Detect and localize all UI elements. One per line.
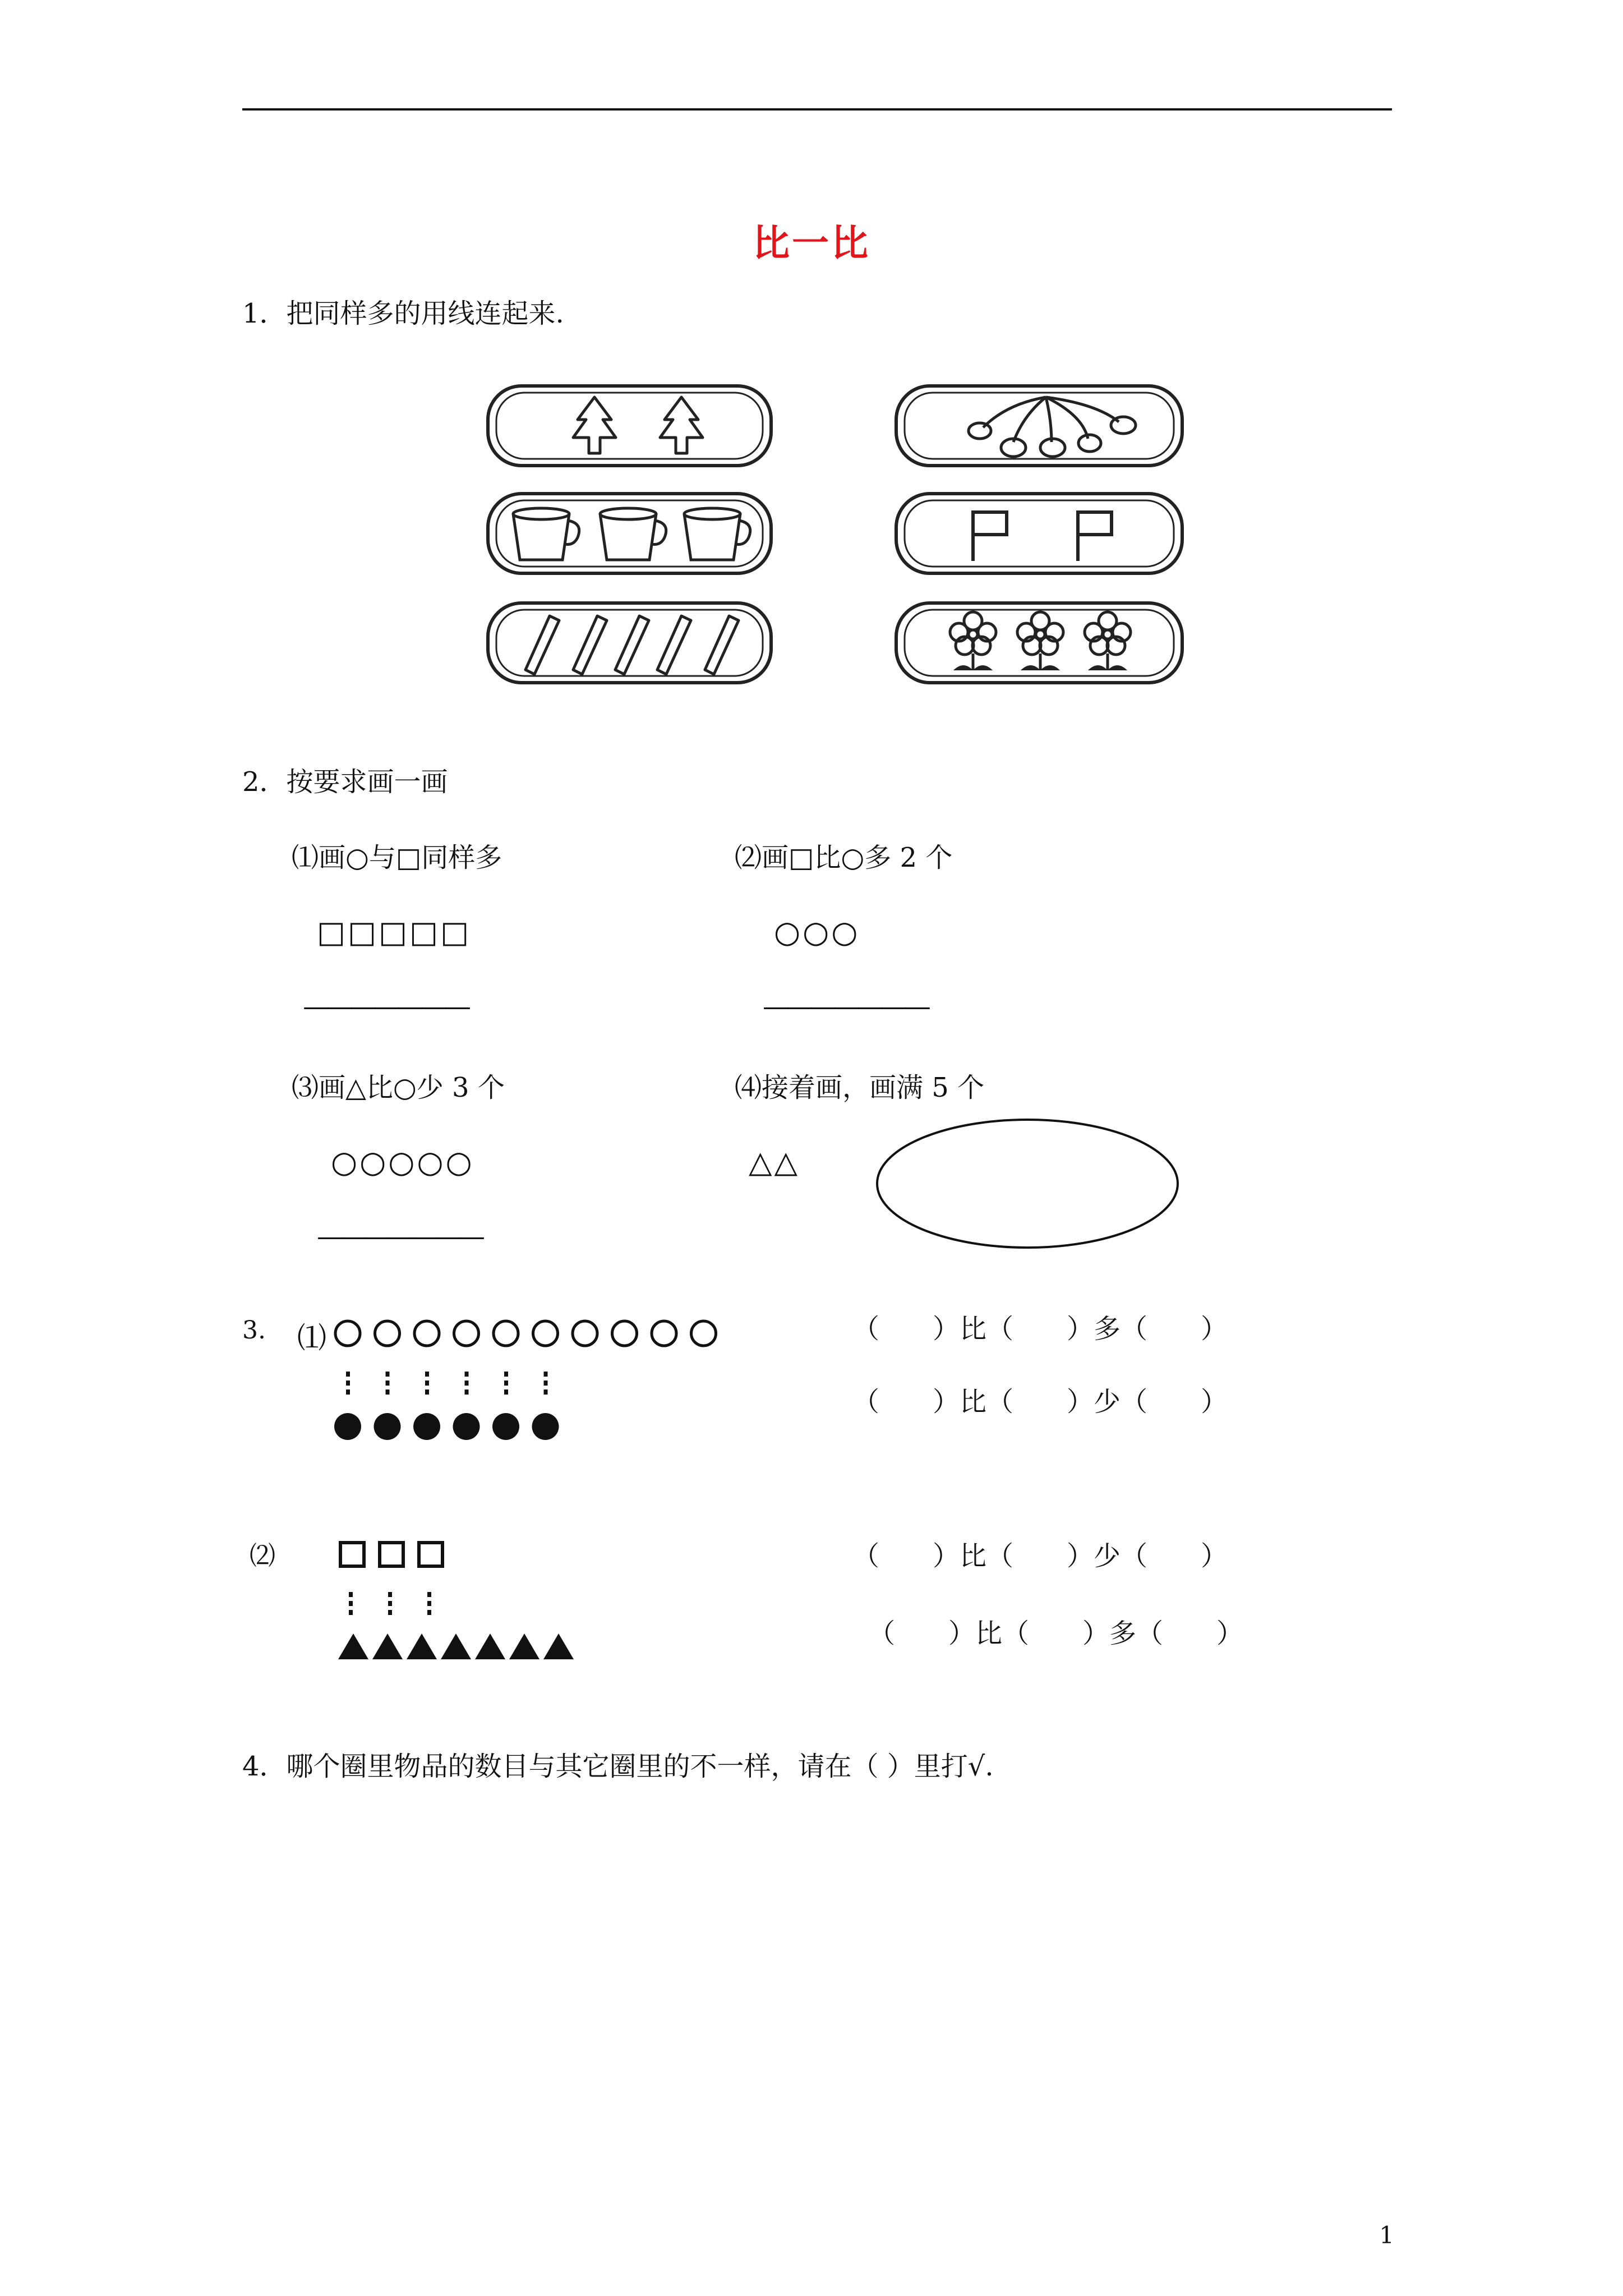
hollow-circle [454,1321,479,1346]
tree-icon [648,393,715,460]
pencil-icon [519,611,564,679]
q2-part1-squares: □□□□□ [317,914,472,950]
filled-triangle [543,1634,574,1659]
pencil-icon [566,611,611,679]
hollow-circle [494,1321,518,1346]
header-rule [242,108,1392,111]
q2-part2-circles: ○○○ [774,914,860,950]
dotted-connector [544,1389,548,1395]
q3-part2-figure [334,1537,614,1672]
dotted-connector [346,1372,350,1377]
filled-circle [334,1413,361,1440]
dotted-connector [388,1601,392,1606]
dotted-connector [346,1389,350,1395]
filled-circle [492,1413,519,1440]
q3-part1-sentence-1 [852,1313,1228,1345]
q3-p2-s1-mid1: ）比（ [933,1540,1014,1572]
hollow-circle [335,1321,360,1346]
hollow-square [340,1543,364,1566]
filled-circle [413,1413,440,1440]
hollow-circle [375,1321,400,1346]
q3-number: 3. [242,1316,266,1345]
dotted-connector [465,1381,469,1386]
dotted-connector [425,1381,429,1386]
q3-p1-s2-mid2: ）少（ [1067,1386,1148,1418]
q3-p2-s2-close: ） [1216,1618,1244,1649]
pencil-icon [608,611,653,679]
cup-icon [508,504,586,565]
flower-icon [1077,609,1138,679]
q3-p1-s1-mid1: ）比（ [933,1313,1014,1345]
q2-part1-answer-line[interactable]: ——————— [303,991,468,1022]
q3-p2-s1-open: （ [852,1540,880,1572]
filled-triangle [372,1634,403,1659]
dotted-connector [427,1610,431,1615]
dotted-connector [388,1610,392,1615]
page-number: 1 [1379,2221,1394,2249]
q2-part4-label: ⑷接着画，画满 5 个 [735,1072,985,1103]
q3-part1-label: ⑴ [297,1322,327,1355]
q2-part4-drawing-oval[interactable] [875,1116,1181,1251]
flag-icon [967,508,1018,564]
q3-p1-s1-open: （ [852,1313,880,1345]
q2-prompt: 2．按要求画一画 [242,766,448,798]
q3-p1-s2-close: ） [1201,1386,1228,1418]
q3-part2-sentence-2 [868,1620,1243,1647]
dotted-connector [388,1592,392,1597]
filled-triangle [407,1634,437,1659]
filled-triangle [441,1634,471,1659]
dotted-connector [349,1601,353,1606]
hollow-circle [573,1321,597,1346]
dotted-connector [465,1372,469,1377]
q3-p2-s1-mid2: ）少（ [1067,1540,1148,1572]
dotted-connector [425,1372,429,1377]
dotted-connector [386,1372,390,1377]
flower-icon [1009,609,1071,679]
cup-icon [594,504,673,565]
filled-triangle [509,1634,540,1659]
filled-triangle [338,1634,368,1659]
dotted-connector [349,1592,353,1597]
hollow-circle [652,1321,676,1346]
hollow-circle [533,1321,558,1346]
filled-circle [453,1413,480,1440]
filled-circle [532,1413,559,1440]
dotted-connector [346,1381,350,1386]
dotted-connector [349,1610,353,1615]
q2-part3-circles: ○○○○○ [331,1144,474,1180]
q3-p1-s2-open: （ [852,1386,880,1418]
dotted-connector [386,1389,390,1395]
q1-prompt: 1．把同样多的用线连起来. [242,298,564,329]
q3-p2-s2-mid2: ）多（ [1082,1618,1164,1649]
cup-icon [679,504,757,565]
flag-icon [1072,508,1123,564]
dotted-connector [427,1601,431,1606]
dotted-connector [427,1592,431,1597]
cherry-icon [962,393,1141,460]
hollow-square [419,1543,442,1566]
filled-circle [374,1413,401,1440]
hollow-circle [691,1321,716,1346]
q3-p2-s2-open: （ [868,1618,896,1649]
dotted-connector [504,1389,508,1395]
q2-part1-label: ⑴画○与□同样多 [292,842,502,873]
hollow-circle [612,1321,637,1346]
filled-triangle [475,1634,505,1659]
flower-icon [942,609,1004,679]
hollow-square [380,1543,403,1566]
q3-p1-s1-mid2: ）多（ [1067,1313,1148,1345]
tree-icon [561,393,628,460]
q3-part2-label: ⑵ [250,1540,275,1571]
q2-part2-label: ⑵画□比○多 2 个 [735,842,953,873]
dotted-connector [425,1389,429,1395]
q3-part1-sentence-2 [852,1386,1228,1418]
q3-p2-s1-close: ） [1201,1540,1228,1572]
dotted-connector [465,1389,469,1395]
page-title: 比一比 [753,221,870,265]
q4-prompt: 4．哪个圈里物品的数目与其它圈里的不一样，请在（ ）里打√. [242,1751,994,1782]
q2-part3-answer-line[interactable]: ——————— [317,1221,482,1252]
dotted-connector [504,1372,508,1377]
pencil-icon [651,611,695,679]
hollow-circle [414,1321,439,1346]
q2-part2-answer-line[interactable]: ——————— [763,991,928,1022]
q2-part4-triangles: △△ [749,1144,800,1180]
dotted-connector [386,1381,390,1386]
q2-part3-label: ⑶画△比○少 3 个 [292,1072,505,1103]
dotted-connector [544,1372,548,1377]
dotted-connector [504,1381,508,1386]
q3-p2-s2-mid1: ）比（ [948,1618,1030,1649]
pencil-icon [698,611,743,679]
q3-p1-s2-mid1: ）比（ [933,1386,1014,1418]
q3-part2-sentence-1 [852,1540,1228,1572]
q3-p1-s1-close: ） [1201,1313,1228,1345]
q3-part1-figure [331,1315,735,1461]
dotted-connector [544,1381,548,1386]
